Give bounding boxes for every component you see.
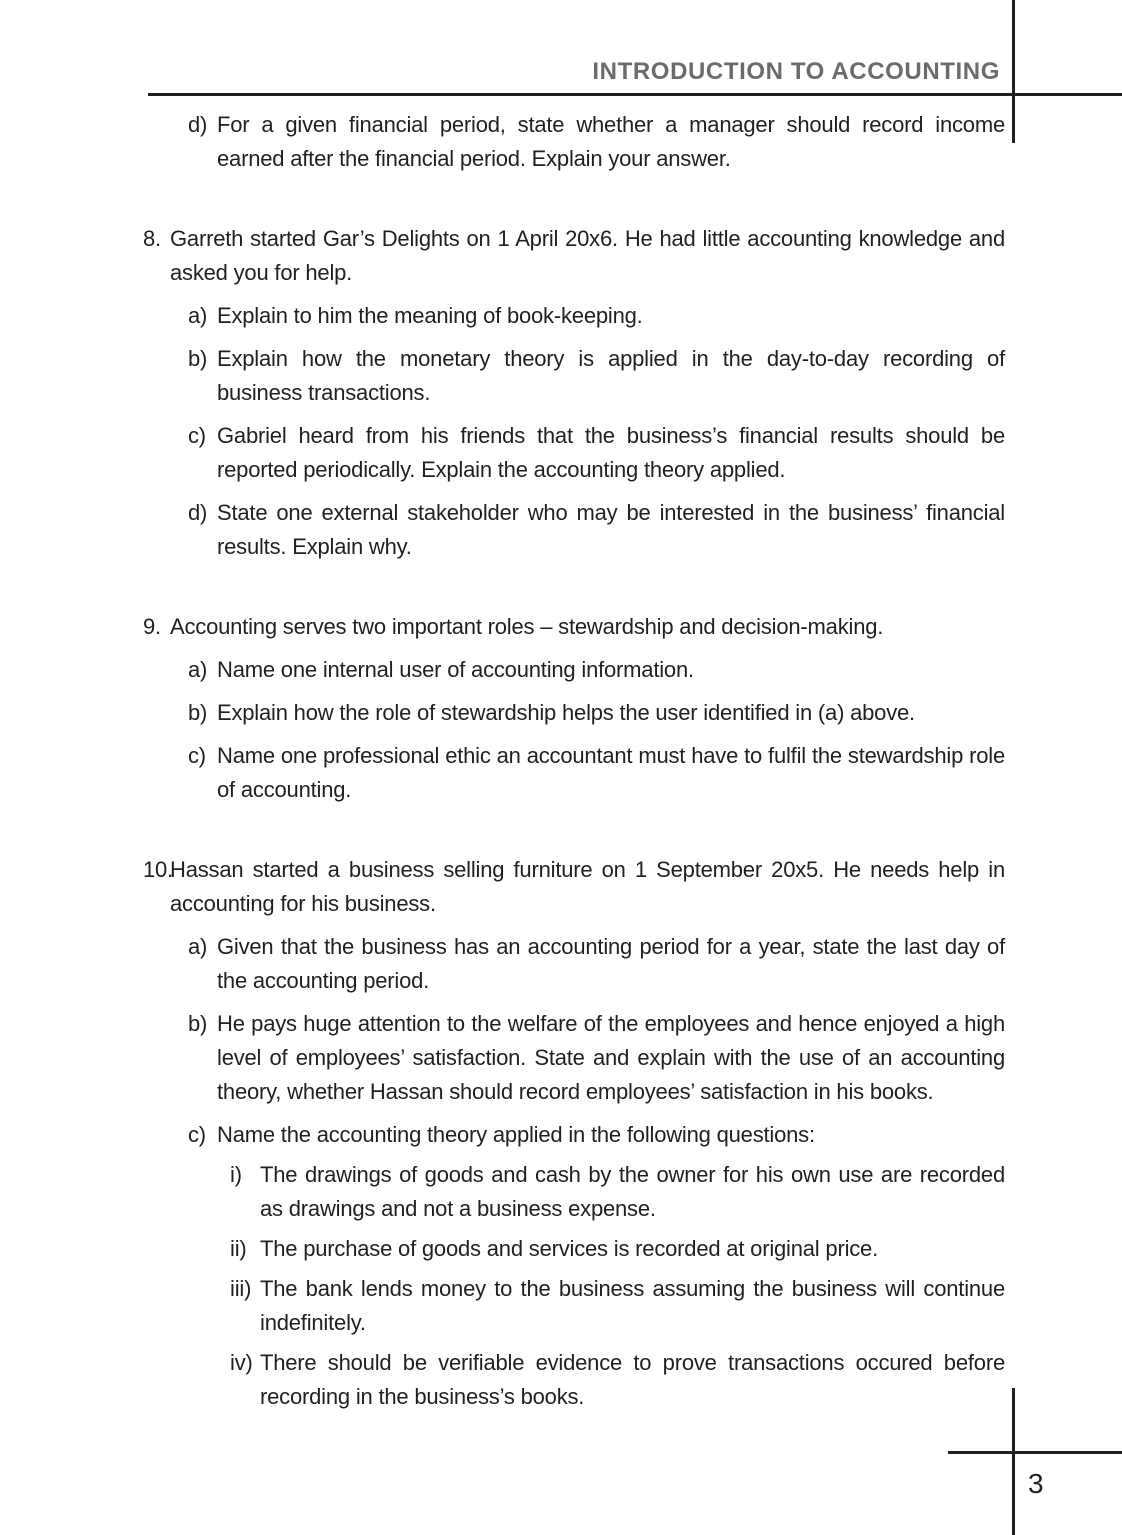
subitem-text: Gabriel heard from his friends that the business’s financial results should be reported periodically. Explain the accounting theory applied. xyxy=(217,423,1005,482)
subitem-body xyxy=(217,1118,1005,1414)
bottom-right-margin-rule xyxy=(1012,1388,1015,1535)
list-item xyxy=(170,299,1005,333)
question-number: 9. xyxy=(143,614,161,639)
list-item-roman xyxy=(217,1232,1005,1266)
subitem-label: c) xyxy=(188,423,206,448)
list-item xyxy=(170,1007,1005,1109)
footer-rule xyxy=(948,1451,1122,1454)
subitem-text: Explain to him the meaning of book-keeping. xyxy=(217,303,643,328)
subitem-label: a) xyxy=(188,934,208,959)
roman-label: i) xyxy=(230,1162,242,1187)
page-header-title: INTRODUCTION TO ACCOUNTING xyxy=(592,58,1000,85)
subitem-text: Name one professional ethic an accountant must have to fulfil the stewardship role of accounting. xyxy=(217,743,1005,802)
roman-text: The bank lends money to the business assuming the business will continue indefinitely. xyxy=(260,1276,1005,1335)
subitem-label: d) xyxy=(188,500,208,525)
question-text: Accounting serves two important roles – stewardship and decision-making. xyxy=(170,614,884,639)
subitem-text: Name the accounting theory applied in the following questions: xyxy=(217,1122,815,1147)
subitem-text: Explain how the role of stewardship helps the user identified in (a) above. xyxy=(217,700,915,725)
roman-label: iv) xyxy=(230,1350,253,1375)
subitem-text: State one external stakeholder who may be interested in the business’ financial results. Explain why. xyxy=(217,500,1005,559)
question-8 xyxy=(143,222,1005,564)
subitem-label: a) xyxy=(188,303,208,328)
subitem-label: d) xyxy=(188,112,208,137)
roman-label: iii) xyxy=(230,1276,252,1301)
list-item-roman xyxy=(217,1346,1005,1414)
list-item xyxy=(170,930,1005,998)
page-content xyxy=(143,108,1005,1414)
question-body xyxy=(170,853,1005,1414)
list-item-roman xyxy=(217,1272,1005,1340)
question-10 xyxy=(143,853,1005,1414)
top-right-margin-rule xyxy=(1012,0,1015,143)
subitem-label: c) xyxy=(188,743,206,768)
subitem-label: c) xyxy=(188,1122,206,1147)
roman-text: The drawings of goods and cash by the owner for his own use are recorded as drawings and not a business expense. xyxy=(260,1162,1005,1221)
page-number: 3 xyxy=(1028,1468,1044,1499)
question-9 xyxy=(143,610,1005,807)
subitem-text: Explain how the monetary theory is applied in the day-to-day recording of business transactions. xyxy=(217,346,1005,405)
subitem-text: Given that the business has an accounting period for a year, state the last day of the accounting period. xyxy=(217,934,1005,993)
list-item xyxy=(170,696,1005,730)
roman-text: The purchase of goods and services is recorded at original price. xyxy=(260,1236,879,1261)
subitem-text: For a given financial period, state whether a manager should record income earned after the financial period. Explain your answer. xyxy=(217,112,1005,171)
subitem-label: b) xyxy=(188,700,208,725)
list-item-roman xyxy=(217,1158,1005,1226)
question-number: 10. xyxy=(143,857,173,882)
subitem-label: a) xyxy=(188,657,208,682)
roman-label: ii) xyxy=(230,1236,247,1261)
question-body xyxy=(170,610,1005,807)
roman-text: There should be verifiable evidence to prove transactions occured before recording in the business’s books. xyxy=(260,1350,1005,1409)
subitem-text: Name one internal user of accounting information. xyxy=(217,657,694,682)
question-body xyxy=(170,222,1005,564)
question-text: Garreth started Gar’s Delights on 1 April 20x6. He had little accounting knowledge and asked you for help. xyxy=(170,226,1005,285)
subitem-label: b) xyxy=(188,346,208,371)
list-item xyxy=(170,653,1005,687)
list-item-d-carryover xyxy=(143,108,1005,176)
question-number: 8. xyxy=(143,226,161,251)
list-item xyxy=(170,739,1005,807)
header-rule xyxy=(148,93,1122,96)
subitem-label: b) xyxy=(188,1011,208,1036)
list-item xyxy=(170,496,1005,564)
subitem-text: He pays huge attention to the welfare of the employees and hence enjoyed a high level of employees’ satisfaction. State and explain with the use of an accounting theory, whether Hassan should record employees’ satisfaction in his books. xyxy=(217,1011,1005,1104)
question-text: Hassan started a business selling furniture on 1 September 20x5. He needs help in accounting for his business. xyxy=(170,857,1005,916)
list-item xyxy=(170,342,1005,410)
list-item xyxy=(170,1118,1005,1414)
list-item xyxy=(170,419,1005,487)
